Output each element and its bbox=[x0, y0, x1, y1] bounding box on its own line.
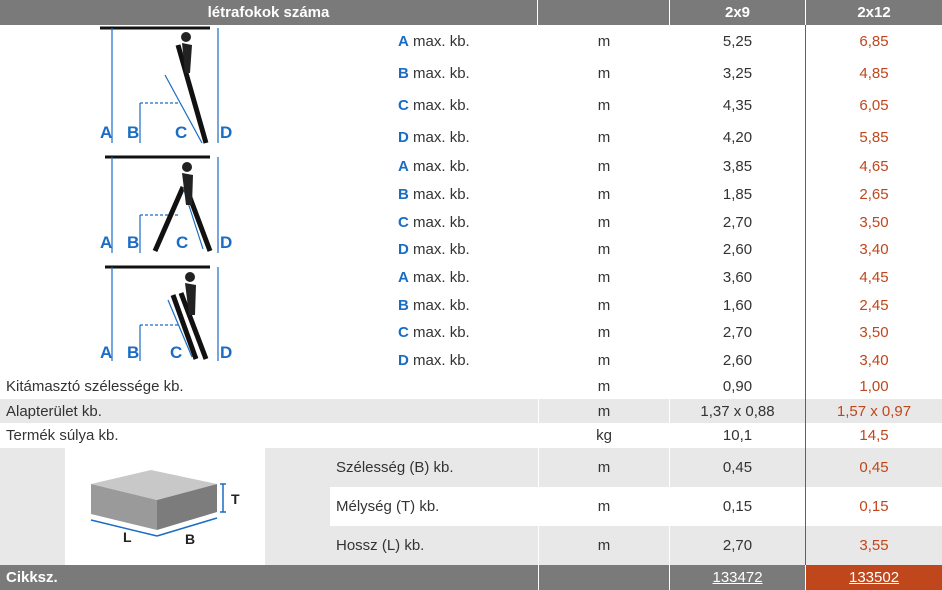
value-2x9: 5,25 bbox=[670, 25, 806, 57]
row-label: B max. kb. bbox=[398, 296, 470, 314]
value-2x12: 6,05 bbox=[859, 96, 889, 114]
row-label: A max. kb. bbox=[398, 32, 470, 50]
letter-l: L bbox=[123, 529, 132, 545]
row-label: Szélesség (B) kb. bbox=[330, 448, 538, 487]
letter-d: D bbox=[220, 233, 233, 252]
row-unit: m bbox=[538, 236, 670, 263]
row-unit: m bbox=[538, 448, 670, 487]
row-label: D max. kb. bbox=[398, 351, 470, 369]
row-label: B max. kb. bbox=[398, 64, 470, 82]
row-unit: m bbox=[538, 208, 670, 236]
ladder-config-3 bbox=[100, 267, 232, 362]
row-unit: m bbox=[538, 347, 670, 374]
ladder-diagram-svg bbox=[0, 25, 330, 370]
letter-b: B bbox=[127, 233, 140, 252]
header-unit bbox=[538, 0, 670, 25]
row-unit: m bbox=[538, 122, 670, 153]
value-2x12: 3,50 bbox=[859, 324, 889, 342]
letter-d: D bbox=[220, 343, 233, 362]
footer-row bbox=[0, 565, 942, 590]
row-unit: m bbox=[538, 57, 670, 89]
letter-b: B bbox=[127, 343, 140, 362]
value-2x12: 2,45 bbox=[859, 296, 889, 314]
row-label: D max. kb. bbox=[398, 128, 470, 146]
ladder-diagrams bbox=[0, 25, 330, 374]
row-unit: m bbox=[538, 374, 670, 399]
row-label: Kitámasztó szélessége kb. bbox=[6, 378, 184, 395]
letter-a: A bbox=[100, 343, 113, 362]
value-2x12: 2,65 bbox=[859, 185, 889, 203]
letter-c: C bbox=[175, 123, 188, 142]
value-2x12: 1,57 x 0,97 bbox=[806, 399, 942, 423]
row-label: C max. kb. bbox=[398, 324, 470, 342]
value-2x9: 3,60 bbox=[670, 263, 806, 291]
value-2x9: 4,20 bbox=[670, 122, 806, 153]
value-2x12: 4,65 bbox=[859, 158, 889, 176]
letter-c: C bbox=[176, 233, 189, 252]
row-unit: m bbox=[538, 153, 670, 181]
row-unit: m bbox=[538, 263, 670, 291]
footer-code-2x12-cell bbox=[806, 565, 942, 590]
package-diagram-cell bbox=[0, 448, 330, 565]
row-label: Mélység (T) kb. bbox=[336, 498, 440, 515]
footer-code-2x9-cell bbox=[670, 565, 806, 590]
value-2x12: 4,85 bbox=[859, 64, 889, 82]
row-label: A max. kb. bbox=[398, 158, 470, 176]
row-unit: m bbox=[538, 25, 670, 57]
row-unit: m bbox=[538, 319, 670, 347]
value-2x9: 0,45 bbox=[670, 448, 806, 487]
value-2x12: 3,40 bbox=[859, 351, 889, 369]
row-unit: m bbox=[538, 487, 670, 526]
row-label: C max. kb. bbox=[398, 213, 470, 231]
row-label: Alapterület kb. bbox=[0, 399, 538, 423]
ladder-config-1 bbox=[100, 28, 232, 143]
letter-b: B bbox=[185, 531, 196, 547]
product-link-2x12[interactable]: 133502 bbox=[848, 569, 900, 586]
letter-d: D bbox=[220, 123, 233, 142]
value-2x9: 2,70 bbox=[670, 526, 806, 565]
table-row bbox=[0, 399, 942, 423]
header-2x12: 2x12 bbox=[806, 0, 942, 25]
value-2x12: 14,5 bbox=[859, 427, 889, 444]
row-unit: m bbox=[538, 89, 670, 121]
product-link-2x9[interactable]: 133472 bbox=[712, 569, 763, 586]
value-2x9: 0,15 bbox=[670, 487, 806, 526]
value-2x12: 1,00 bbox=[859, 378, 889, 395]
value-2x9: 10,1 bbox=[670, 423, 806, 448]
value-2x12: 3,50 bbox=[859, 213, 889, 231]
header-row bbox=[0, 0, 942, 25]
row-label: D max. kb. bbox=[398, 241, 470, 259]
letter-b: B bbox=[127, 123, 140, 142]
table-row bbox=[0, 25, 942, 57]
row-label: Hossz (L) kb. bbox=[330, 526, 538, 565]
value-2x9: 1,37 x 0,88 bbox=[670, 399, 806, 423]
table-row bbox=[0, 423, 942, 448]
footer-label: Cikksz. bbox=[0, 565, 538, 590]
value-2x9: 3,85 bbox=[670, 153, 806, 181]
value-2x9: 1,85 bbox=[670, 181, 806, 208]
letter-a: A bbox=[100, 123, 113, 142]
row-unit: m bbox=[538, 526, 670, 565]
footer-unit bbox=[538, 565, 670, 590]
value-2x9: 2,70 bbox=[670, 319, 806, 347]
value-2x9: 1,60 bbox=[670, 291, 806, 318]
letter-a: A bbox=[100, 233, 113, 252]
table-row bbox=[0, 374, 942, 399]
value-2x9: 3,25 bbox=[670, 57, 806, 89]
value-2x9: 0,90 bbox=[670, 374, 806, 399]
table-row bbox=[0, 448, 942, 487]
row-unit: m bbox=[538, 291, 670, 318]
value-2x12: 3,55 bbox=[806, 526, 942, 565]
value-2x12: 0,15 bbox=[859, 498, 889, 515]
value-2x12: 5,85 bbox=[859, 128, 889, 146]
ladder-config-2 bbox=[100, 157, 232, 253]
package-box-svg bbox=[65, 448, 265, 565]
value-2x12: 3,40 bbox=[859, 241, 889, 259]
letter-c: C bbox=[170, 343, 183, 362]
row-label: Termék súlya kb. bbox=[6, 427, 119, 444]
value-2x9: 4,35 bbox=[670, 89, 806, 121]
header-2x9: 2x9 bbox=[670, 0, 806, 25]
value-2x12: 6,85 bbox=[859, 32, 889, 50]
row-label: C max. kb. bbox=[398, 96, 470, 114]
row-unit: kg bbox=[538, 423, 670, 448]
value-2x9: 2,60 bbox=[670, 236, 806, 263]
value-2x12: 4,45 bbox=[859, 268, 889, 286]
row-unit: m bbox=[538, 181, 670, 208]
row-label: B max. kb. bbox=[398, 185, 470, 203]
row-unit: m bbox=[538, 399, 670, 423]
value-2x12: 0,45 bbox=[806, 448, 942, 487]
letter-t: T bbox=[231, 491, 240, 507]
value-2x9: 2,70 bbox=[670, 208, 806, 236]
value-2x9: 2,60 bbox=[670, 347, 806, 374]
header-label: létrafokok száma bbox=[0, 0, 538, 25]
row-label: A max. kb. bbox=[398, 268, 470, 286]
